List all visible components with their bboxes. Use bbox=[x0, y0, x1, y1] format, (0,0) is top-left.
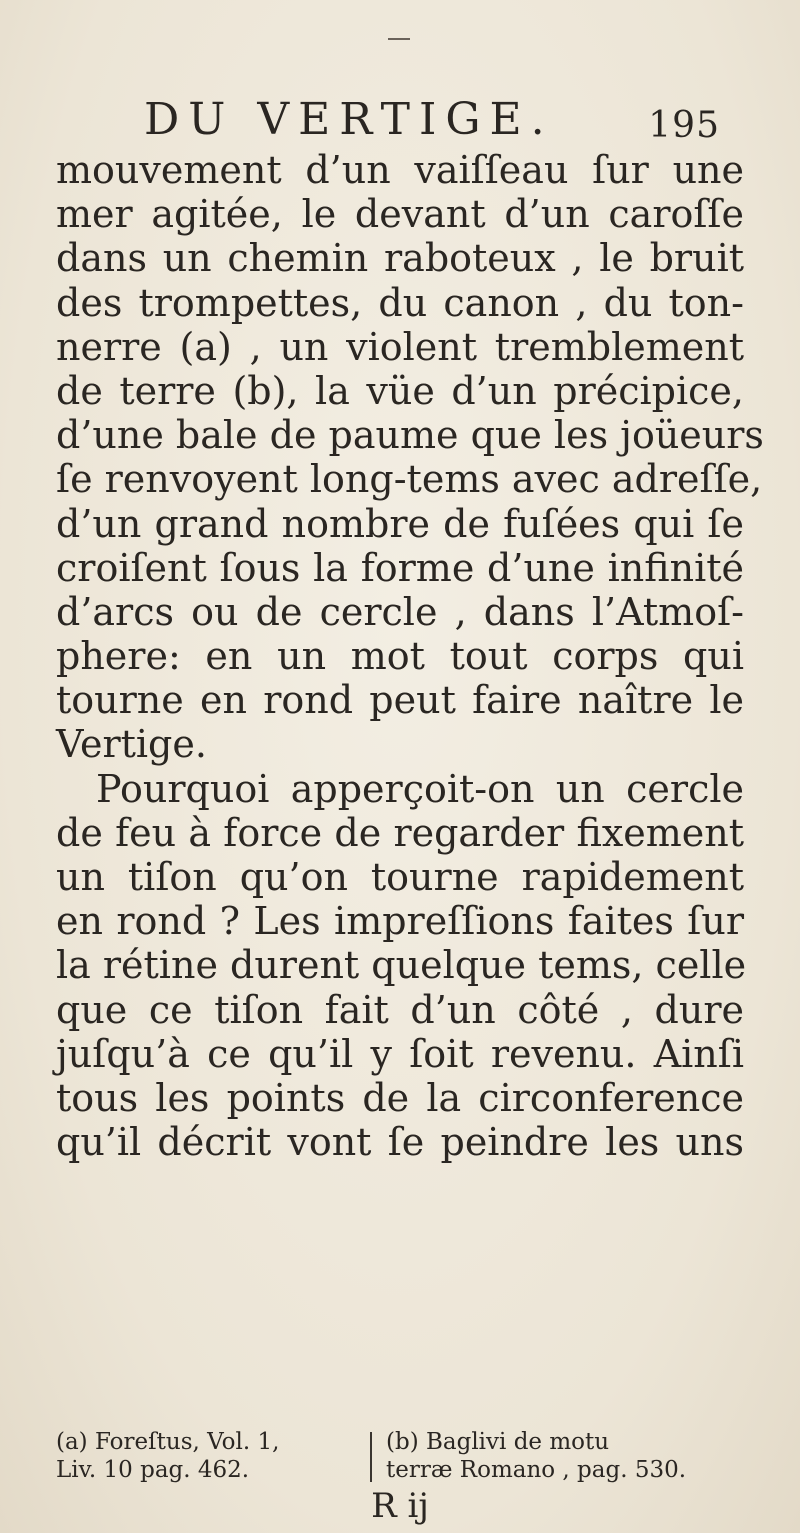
text-line: mouvement d’un vaiſſeau ſur une bbox=[56, 148, 744, 192]
text-line: la rétine durent quelque tems, celle bbox=[56, 943, 747, 988]
running-title: DU VERTIGE. bbox=[144, 94, 554, 145]
text-line: qu’il décrit vont ſe peindre les uns bbox=[56, 1120, 744, 1165]
footnote-b bbox=[386, 1428, 748, 1484]
footnote-a bbox=[56, 1428, 346, 1484]
text-line: en rond ? Les impreſſions faites ſur bbox=[56, 899, 744, 944]
text-line: dans un chemin raboteux , le bruit bbox=[56, 236, 744, 281]
text-line: Vertige. bbox=[56, 722, 207, 767]
text-line: ſe renvoyent long-tems avec adreſſe, bbox=[56, 457, 763, 502]
body-text bbox=[56, 148, 764, 1165]
top-rule bbox=[388, 38, 410, 40]
text-line: de terre (b), la vüe d’un précipice, bbox=[56, 368, 744, 413]
text-line: d’un grand nombre de fuſées qui ſe bbox=[56, 501, 744, 546]
text-line: mer agitée, le devant d’un caroſſe bbox=[56, 192, 744, 237]
text-line: un tiſon qu’on tourne rapidement bbox=[56, 855, 744, 899]
footnotes bbox=[56, 1428, 748, 1488]
text-line: d’arcs ou de cercle , dans l’Atmoſ- bbox=[56, 589, 744, 634]
text-line: nerre (a) , un violent tremblement bbox=[56, 324, 744, 369]
text-line: croiſent ſous la forme d’une infinité bbox=[56, 545, 744, 590]
text-line: d’une bale de paume que les joüeurs bbox=[56, 413, 764, 458]
footnote-line: terræ Romano , pag. 530. bbox=[386, 1457, 687, 1483]
text-line: des trompettes, du canon , du ton- bbox=[56, 280, 744, 325]
footnote-divider bbox=[370, 1432, 372, 1482]
text-line: phere: en un mot tout corps qui bbox=[56, 634, 744, 679]
page-header bbox=[100, 92, 720, 148]
text-line: Pourquoi apperçoit-on un cercle bbox=[96, 766, 744, 811]
footnote-line: (a) Foreſtus, Vol. 1, bbox=[56, 1429, 280, 1455]
page-number: 195 bbox=[648, 105, 720, 146]
text-line: juſqu’à ce qu’il y ſoit revenu. Ainſi bbox=[56, 1031, 744, 1076]
footnote-line: (b) Baglivi de motu bbox=[386, 1429, 610, 1455]
text-line: tourne en rond peut faire naître le bbox=[56, 678, 744, 723]
footnote-line: Liv. 10 pag. 462. bbox=[56, 1457, 250, 1483]
text-line: que ce tiſon fait d’un côté , dure bbox=[56, 987, 744, 1032]
signature-mark: R ij bbox=[371, 1486, 429, 1526]
text-line: de feu à force de regarder fixement bbox=[56, 810, 744, 855]
text-line: tous les points de la circonference bbox=[56, 1075, 744, 1120]
